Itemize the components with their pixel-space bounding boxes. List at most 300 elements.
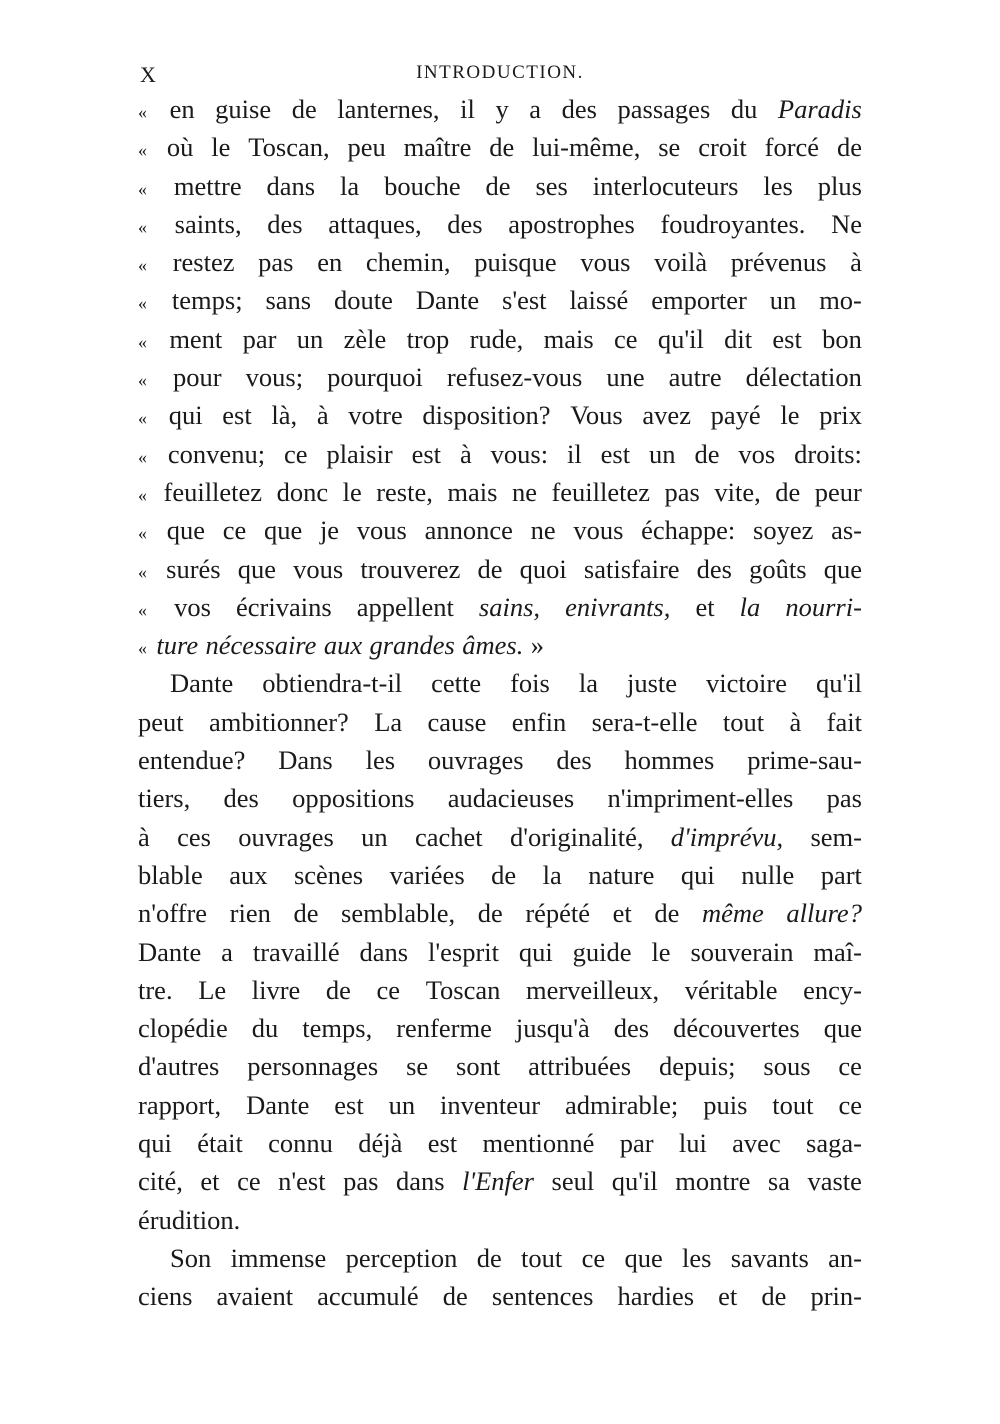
word: Dante <box>415 285 480 316</box>
word: et <box>612 898 632 929</box>
word: pourquoi <box>327 362 423 393</box>
text-line <box>138 1162 862 1200</box>
word: les <box>682 1242 712 1273</box>
word: est <box>334 1089 364 1120</box>
word: immense <box>230 1242 327 1273</box>
word: a <box>221 936 233 967</box>
text-line <box>138 243 862 281</box>
word: rien <box>229 898 271 929</box>
word: perception <box>345 1242 458 1273</box>
word: vous: <box>490 438 549 469</box>
word: cause <box>427 706 487 737</box>
word: ce <box>838 1051 862 1082</box>
word: goûts <box>749 553 807 584</box>
word: est <box>411 438 442 469</box>
text-line <box>138 396 862 434</box>
word: as- <box>831 515 862 546</box>
word: saga- <box>806 1128 862 1159</box>
word: sans <box>265 285 312 316</box>
body-text <box>138 90 862 1316</box>
word: la <box>578 668 598 699</box>
word: peu <box>347 132 386 163</box>
word: pas <box>664 476 700 507</box>
word: temps; <box>171 285 243 316</box>
word: surés <box>166 553 221 584</box>
word: et <box>695 591 715 622</box>
word: merveilleux, <box>525 974 660 1005</box>
word: qui <box>518 936 553 967</box>
text-line <box>138 320 862 358</box>
word: personnages <box>247 1051 379 1082</box>
word: découvertes <box>673 1013 800 1044</box>
word: renferme <box>396 1013 492 1044</box>
word: répété <box>525 898 591 929</box>
word: de <box>836 132 862 163</box>
text-line <box>138 1047 862 1085</box>
word: payé <box>710 400 761 431</box>
running-title: INTRODUCTION. <box>416 62 584 83</box>
text-line <box>138 779 862 817</box>
word: avez <box>642 400 691 431</box>
word: voilà <box>654 247 708 278</box>
word: de <box>291 94 317 124</box>
word: érudition. <box>138 1204 241 1235</box>
word: rude, <box>469 323 524 354</box>
word: est <box>600 438 631 469</box>
word: délectation <box>745 362 862 393</box>
quote-mark: « <box>138 255 147 276</box>
word: bouche <box>384 170 461 201</box>
word: convenu; <box>167 438 266 469</box>
quote-mark: « <box>138 638 147 659</box>
word: des <box>447 208 483 239</box>
text-line <box>138 128 862 166</box>
text-line <box>138 1239 862 1277</box>
word: accumulé <box>317 1281 419 1312</box>
word: de <box>477 898 503 929</box>
word: qui <box>680 859 715 890</box>
word: zèle <box>343 323 387 354</box>
text-line <box>138 167 862 205</box>
word: de <box>775 476 801 507</box>
word: feuilletez <box>163 476 263 507</box>
word: mentionné <box>482 1128 595 1159</box>
word: » <box>530 630 545 661</box>
word: se <box>658 132 681 163</box>
word: et <box>200 1166 220 1197</box>
word: puis <box>703 1089 748 1120</box>
text-line <box>138 473 862 511</box>
word: fait <box>826 706 862 737</box>
text-line <box>138 90 862 128</box>
word: Son <box>170 1242 212 1273</box>
word: du <box>251 1013 279 1044</box>
word: inventeur <box>440 1089 541 1120</box>
word: ne <box>511 476 537 507</box>
word: et <box>718 1281 738 1312</box>
word: déjà <box>358 1128 403 1159</box>
word: la <box>340 170 360 201</box>
word: n'est <box>278 1166 326 1197</box>
word: votre <box>348 400 403 431</box>
word: croit <box>698 132 747 163</box>
word: le <box>342 476 362 507</box>
word: blable <box>138 859 203 890</box>
word: doute <box>334 285 393 316</box>
word: se <box>406 1051 429 1082</box>
word: âmes. <box>462 630 524 661</box>
word: forcé <box>764 132 820 163</box>
word: de <box>325 974 351 1005</box>
word: Dans <box>278 745 333 776</box>
word: appellent <box>356 591 454 622</box>
word: mo- <box>819 285 862 316</box>
word: ency- <box>803 974 862 1005</box>
quote-mark: « <box>138 102 147 122</box>
word: clopédie <box>138 1013 228 1044</box>
word: vous; <box>245 362 304 393</box>
text-line <box>138 550 862 588</box>
word: à <box>316 400 329 431</box>
word: ne <box>530 515 556 546</box>
word: des <box>696 553 732 584</box>
word: nulle <box>741 859 795 890</box>
word: le <box>651 936 671 967</box>
word: où <box>166 132 194 163</box>
word: plus <box>817 170 862 201</box>
word: que <box>263 515 303 546</box>
word: fois <box>510 668 550 699</box>
word: La <box>374 706 403 737</box>
word: scènes <box>293 859 364 890</box>
word: rapport, <box>138 1089 222 1120</box>
word: en <box>169 94 195 124</box>
word: ses <box>535 170 568 201</box>
word: vous <box>580 247 631 278</box>
word: victoire <box>706 668 787 699</box>
word: de <box>654 898 680 929</box>
word: de <box>476 1242 502 1273</box>
word: des <box>556 745 592 776</box>
word: saints, <box>174 208 242 239</box>
word: Vous <box>570 400 623 431</box>
word: des <box>561 94 597 124</box>
word: trop <box>406 323 450 354</box>
text-line <box>138 703 862 741</box>
word: quoi <box>519 553 567 584</box>
word: d'originalité, <box>509 821 644 852</box>
word: lui <box>678 1128 707 1159</box>
word: ouvrages <box>238 821 334 852</box>
word: dans <box>395 1166 445 1197</box>
word: enivrants, <box>565 591 671 622</box>
word: satisfaire <box>583 553 680 584</box>
word: mais <box>543 323 594 354</box>
word: audacieuses <box>447 783 575 814</box>
word: part <box>820 859 862 890</box>
word: de <box>485 170 511 201</box>
word: un <box>296 323 324 354</box>
word: ciens <box>138 1281 193 1312</box>
word: je <box>319 515 340 546</box>
word: maître <box>403 132 472 163</box>
quote-mark: « <box>138 599 147 620</box>
word: un <box>769 285 797 316</box>
word: sentences <box>491 1281 594 1312</box>
word: à <box>138 821 150 852</box>
word: ouvrages <box>427 745 524 776</box>
word: l'Enfer <box>462 1166 534 1197</box>
word: que <box>166 515 205 546</box>
word: même <box>701 898 764 929</box>
word: enfin <box>511 706 567 737</box>
quote-mark: « <box>138 446 147 467</box>
word: s'est <box>502 285 547 316</box>
word: Toscan, <box>248 132 330 163</box>
word: prix <box>819 400 862 431</box>
text-line <box>138 1201 862 1239</box>
word: est <box>427 1128 458 1159</box>
book-page <box>138 52 862 1316</box>
word: droits: <box>794 438 862 469</box>
word: il <box>460 94 475 124</box>
word: d'imprévu, <box>670 821 784 852</box>
text-line <box>138 664 862 702</box>
word: avaient <box>216 1281 294 1312</box>
word: Dante <box>170 668 234 699</box>
word: emporter <box>651 285 747 316</box>
word: feuilletez <box>551 476 651 507</box>
word: que <box>624 1242 663 1273</box>
word: nécessaire <box>205 630 317 661</box>
word: de <box>761 1281 787 1312</box>
word: le <box>780 400 800 431</box>
word: un <box>649 438 676 469</box>
word: prin- <box>810 1281 862 1312</box>
word: ce <box>237 1166 261 1197</box>
quote-mark: « <box>138 484 147 505</box>
word: la <box>542 859 562 890</box>
word: d'autres <box>138 1051 220 1082</box>
word: ces <box>177 821 211 852</box>
word: admirable; <box>564 1089 679 1120</box>
word: guide <box>572 936 632 967</box>
word: écrivains <box>235 591 332 622</box>
text-line <box>138 281 862 319</box>
word: la <box>739 591 761 622</box>
word: vous <box>293 553 344 584</box>
word: temps, <box>302 1013 373 1044</box>
word: tout <box>521 1242 563 1273</box>
word: le <box>211 132 231 163</box>
word: Paradis <box>777 94 862 124</box>
word: attribuées <box>528 1051 632 1082</box>
quote-mark: « <box>138 216 147 237</box>
word: Toscan <box>425 974 501 1005</box>
word: ce <box>222 515 247 546</box>
word: allure? <box>786 898 862 929</box>
word: grandes <box>369 630 455 661</box>
word: par <box>619 1128 654 1159</box>
word: interlocuteurs <box>592 170 739 201</box>
word: bon <box>822 323 862 354</box>
word: prévenus <box>730 247 827 278</box>
word: du <box>730 94 758 124</box>
quote-mark: « <box>138 370 147 391</box>
word: n'impriment-elles <box>607 783 794 814</box>
word: nature <box>588 859 655 890</box>
word: depuis; <box>658 1051 736 1082</box>
quote-mark: « <box>138 561 147 582</box>
word: puisque <box>474 247 557 278</box>
word: dit <box>724 323 753 354</box>
word: prime-sau- <box>747 745 862 776</box>
word: ture <box>156 630 199 661</box>
word: de <box>293 898 319 929</box>
word: variées <box>389 859 465 890</box>
word: dans <box>359 936 409 967</box>
word: juste <box>626 668 678 699</box>
word: lanternes, <box>337 94 440 124</box>
text-line <box>138 588 862 626</box>
word: attaques, <box>328 208 422 239</box>
word: de <box>491 859 517 890</box>
word: il <box>567 438 582 469</box>
page-header <box>138 52 862 90</box>
text-line <box>138 358 862 396</box>
word: y <box>495 94 509 124</box>
text-line <box>138 511 862 549</box>
word: qu'il <box>815 668 862 699</box>
word: qu'il <box>611 1166 658 1197</box>
word: ce <box>581 1242 606 1273</box>
word: les <box>365 745 396 776</box>
word: seul <box>551 1166 595 1197</box>
word: cette <box>431 668 482 699</box>
quote-mark: « <box>138 408 147 429</box>
word: à <box>789 706 802 737</box>
word: là, <box>271 400 298 431</box>
word: Ne <box>831 208 862 239</box>
word: dans <box>266 170 316 201</box>
quote-mark: « <box>138 140 147 161</box>
word: cité, <box>138 1166 183 1197</box>
word: ce <box>283 438 308 469</box>
word: refusez-vous <box>446 362 583 393</box>
word: hardies <box>617 1281 695 1312</box>
word: que <box>237 553 276 584</box>
text-line <box>138 894 862 932</box>
word: apostrophes <box>508 208 635 239</box>
word: donc <box>276 476 329 507</box>
word: ce <box>613 323 638 354</box>
text-line <box>138 1086 862 1124</box>
word: lui-même, <box>532 132 641 163</box>
word: n'offre <box>138 898 208 929</box>
word: tre. <box>138 974 173 1005</box>
word: soyez <box>753 515 814 546</box>
text-line <box>138 856 862 894</box>
word: peur <box>814 476 862 507</box>
word: cachet <box>414 821 483 852</box>
word: de <box>694 438 720 469</box>
word: trouverez <box>360 553 461 584</box>
word: chemin, <box>365 247 451 278</box>
word: est <box>222 400 252 431</box>
word: peut <box>138 706 184 737</box>
word: entendue? <box>138 745 246 776</box>
word: est <box>772 323 802 354</box>
word: souverain <box>690 936 794 967</box>
word: pas <box>826 783 862 814</box>
word: semblable, <box>341 898 456 929</box>
word: an- <box>828 1242 862 1273</box>
word: hommes <box>624 745 715 776</box>
word: de <box>442 1281 468 1312</box>
word: à <box>459 438 472 469</box>
word: de <box>489 132 515 163</box>
word: foudroyantes. <box>660 208 806 239</box>
word: des <box>223 783 259 814</box>
word: une <box>606 362 645 393</box>
word: annonce <box>424 515 513 546</box>
word: les <box>763 170 793 201</box>
text-line <box>138 741 862 779</box>
word: guise <box>215 94 272 124</box>
word: nourri- <box>785 591 862 622</box>
word: sous <box>763 1051 811 1082</box>
quote-mark: « <box>138 331 147 352</box>
word: vous <box>356 515 407 546</box>
text-line <box>138 1124 862 1162</box>
word: laissé <box>569 285 629 316</box>
word: ambitionner? <box>209 706 349 737</box>
word: savants <box>730 1242 809 1273</box>
word: un <box>388 1089 416 1120</box>
word: de <box>477 553 503 584</box>
page-number: X <box>140 62 157 87</box>
word: vos <box>738 438 776 469</box>
word: sa <box>767 1166 790 1197</box>
word: ce <box>838 1089 862 1120</box>
word: autre <box>668 362 722 393</box>
word: passages <box>617 94 711 124</box>
word: travaillé <box>252 936 340 967</box>
word: que <box>823 553 862 584</box>
word: qui <box>168 400 203 431</box>
word: en <box>317 247 343 278</box>
word: maî- <box>813 936 862 967</box>
word: aux <box>229 859 268 890</box>
word: mettre <box>173 170 242 201</box>
word: sera-t-elle <box>591 706 698 737</box>
word: véritable <box>684 974 778 1005</box>
word: pour <box>173 362 222 393</box>
word: Dante <box>246 1089 310 1120</box>
word: vous <box>573 515 624 546</box>
word: l'esprit <box>428 936 500 967</box>
word: Le <box>198 974 227 1005</box>
word: échappe: <box>641 515 736 546</box>
text-line <box>138 971 862 1009</box>
word: plaisir <box>326 438 393 469</box>
word: sem- <box>810 821 862 852</box>
word: des <box>267 208 303 239</box>
text-line <box>138 933 862 971</box>
word: ce <box>376 974 401 1005</box>
word: a <box>529 94 542 124</box>
word: vos <box>174 591 211 622</box>
